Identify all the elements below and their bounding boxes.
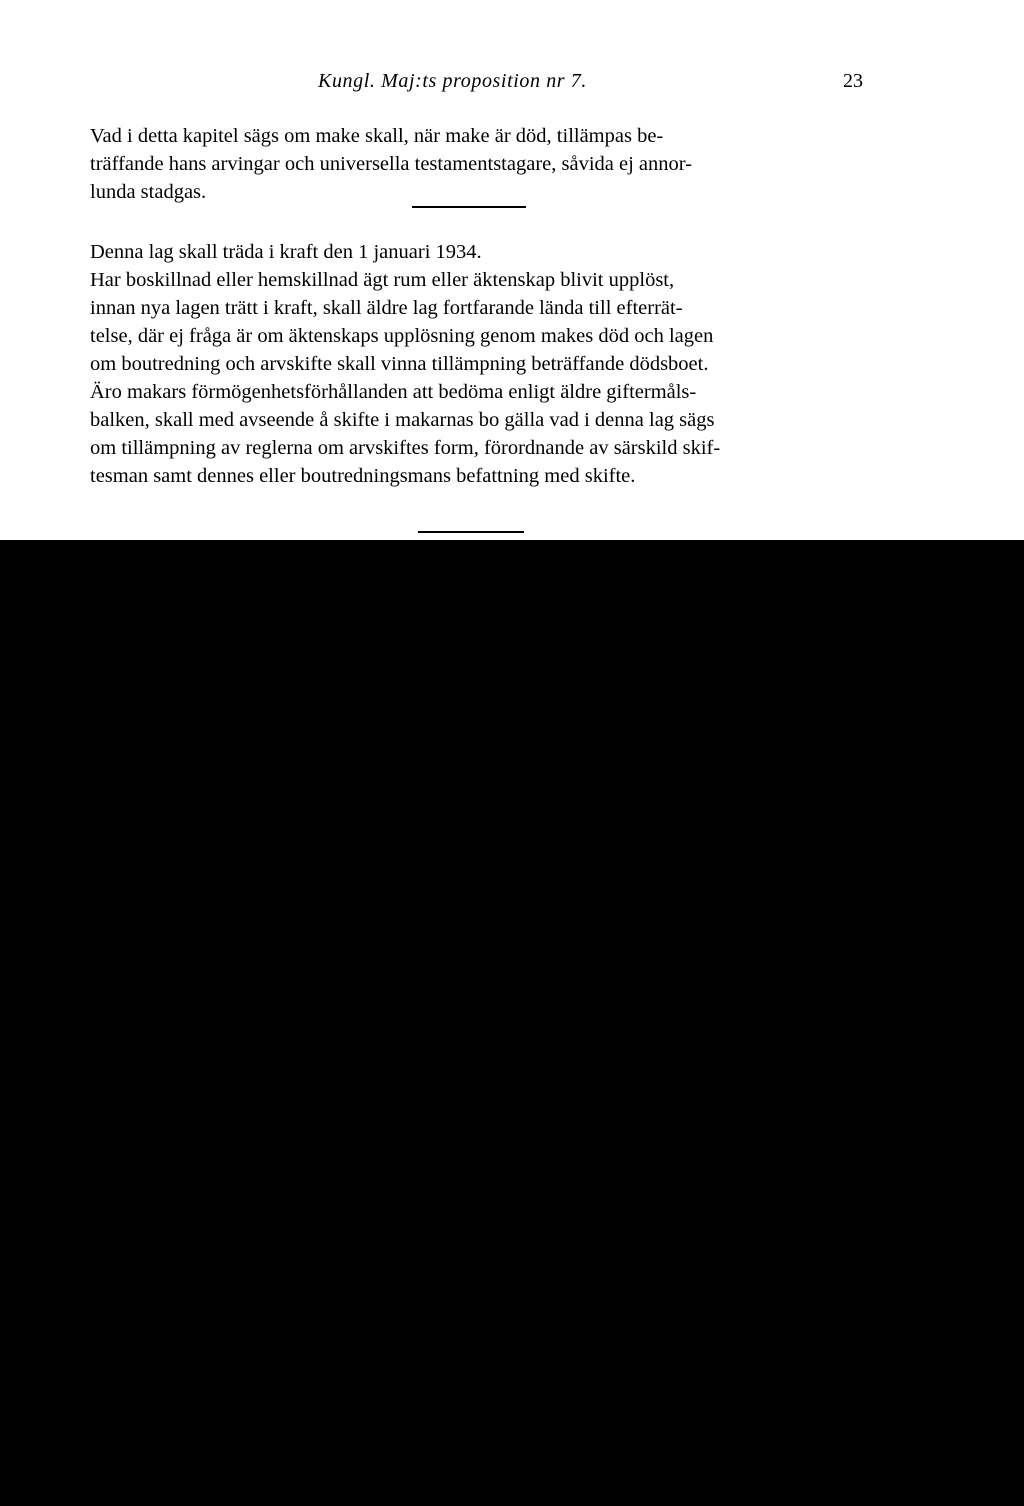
paragraph-line: lunda stadgas. bbox=[90, 181, 207, 203]
paragraph-line: träffande hans arvingar och universella testamentstagare, såvida ej annor- bbox=[90, 153, 692, 175]
running-title: Kungl. Maj:ts proposition nr 7. bbox=[318, 70, 587, 92]
paragraph-line: tesman samt dennes eller boutredningsmans befattning med skifte. bbox=[90, 465, 636, 487]
paragraph-line: telse, där ej fråga är om äktenskaps upplösning genom makes död och lagen bbox=[90, 325, 714, 347]
end-divider bbox=[418, 531, 524, 533]
section-divider bbox=[412, 206, 526, 208]
paragraph-line: om boutredning och arvskifte skall vinna tillämpning beträffande dödsboet. bbox=[90, 353, 709, 375]
page-header bbox=[0, 70, 1024, 100]
paragraph-line: innan nya lagen trätt i kraft, skall äldre lag fortfarande lända till efterrät- bbox=[90, 297, 683, 319]
paragraph-line: Vad i detta kapitel sägs om make skall, när make är död, tillämpas be- bbox=[90, 125, 664, 147]
page-number: 23 bbox=[843, 70, 863, 92]
paragraph-line: om tillämpning av reglerna om arvskiftes form, förordnande av särskild skif- bbox=[90, 437, 721, 459]
paragraph-line: Äro makars förmögenhetsförhållanden att bedöma enligt äldre giftermåls- bbox=[90, 381, 697, 403]
paragraph-line: balken, skall med avseende å skifte i makarnas bo gälla vad i denna lag sägs bbox=[90, 409, 715, 431]
paragraph-line: Har boskillnad eller hemskillnad ägt rum eller äktenskap blivit upplöst, bbox=[90, 269, 675, 291]
effective-date-line: Denna lag skall träda i kraft den 1 januari 1934. bbox=[90, 241, 482, 263]
document-page bbox=[0, 0, 1024, 540]
